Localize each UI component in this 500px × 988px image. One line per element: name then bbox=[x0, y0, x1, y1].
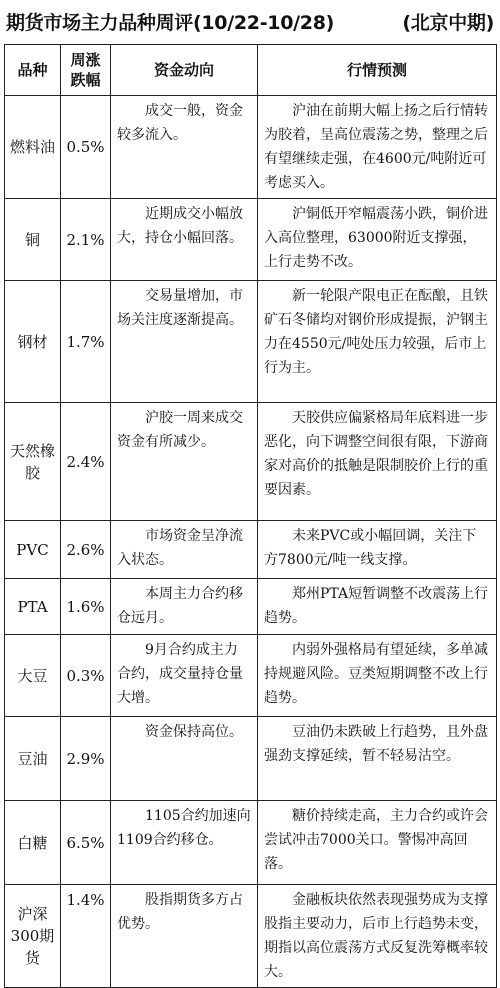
row-funds: 9月合约成主力合约，成交量持仓量大增。 bbox=[111, 635, 258, 717]
header-funds: 资金动向 bbox=[111, 45, 258, 96]
row-name: 天然橡胶 bbox=[5, 403, 61, 521]
row-name: PTA bbox=[5, 579, 61, 635]
table-row bbox=[5, 199, 497, 281]
row-change: 2.1% bbox=[61, 199, 111, 281]
futures-table bbox=[4, 44, 497, 988]
table-row bbox=[5, 717, 497, 801]
table-header-row bbox=[5, 45, 497, 96]
row-funds: 1105合约加速向1109合约移仓。 bbox=[111, 801, 258, 885]
row-forecast: 沪铜低开窄幅震荡小跌，铜价进入高位整理，63000附近支撑强，上行走势不改。 bbox=[258, 199, 497, 281]
row-forecast: 郑州PTA短暂调整不改震荡上行趋势。 bbox=[258, 579, 497, 635]
row-change: 6.5% bbox=[61, 801, 111, 885]
row-name: 大豆 bbox=[5, 635, 61, 717]
header-name: 品种 bbox=[5, 45, 61, 96]
table-row bbox=[5, 281, 497, 403]
row-funds: 成交一般，资金较多流入。 bbox=[111, 96, 258, 199]
row-name: 白糖 bbox=[5, 801, 61, 885]
row-forecast: 新一轮限产限电正在酝酿，且铁矿石冬储均对钢价形成提振，沪钢主力在4550元/吨处压力较强，后市上行为主。 bbox=[258, 281, 497, 403]
row-forecast: 豆油仍未跌破上行趋势，且外盘强劲支撑延续，暂不轻易沽空。 bbox=[258, 717, 497, 801]
row-name: 燃料油 bbox=[5, 96, 61, 199]
table-row bbox=[5, 885, 497, 988]
row-funds: 交易量增加，市场关注度逐渐提高。 bbox=[111, 281, 258, 403]
row-change: 0.3% bbox=[61, 635, 111, 717]
table-row bbox=[5, 579, 497, 635]
table-row bbox=[5, 635, 497, 717]
row-name: 豆油 bbox=[5, 717, 61, 801]
row-forecast: 金融板块依然表现强势成为支撑股指主要动力，后市上行趋势未变，期指以高位震荡方式反复洗筹概率较大。 bbox=[258, 885, 497, 988]
page-title bbox=[6, 6, 496, 40]
row-change: 0.5% bbox=[61, 96, 111, 199]
row-change: 2.4% bbox=[61, 403, 111, 521]
title-text: 期货市场主力品种周评(10/22-10/28) bbox=[6, 12, 334, 34]
table-row bbox=[5, 403, 497, 521]
row-forecast: 天胶供应偏紧格局年底料进一步恶化，向下调整空间很有限，下游商家对高价的抵触是限制胶价上行的重要因素。 bbox=[258, 403, 497, 521]
row-forecast: 糖价持续走高，主力合约或许会尝试冲击7000关口。警惕冲高回落。 bbox=[258, 801, 497, 885]
table-row bbox=[5, 801, 497, 885]
table-row bbox=[5, 96, 497, 199]
row-forecast: 未来PVC或小幅回调，关注下方7800元/吨一线支撑。 bbox=[258, 521, 497, 579]
row-funds: 市场资金呈净流入状态。 bbox=[111, 521, 258, 579]
row-name: 铜 bbox=[5, 199, 61, 281]
row-funds: 股指期货多方占优势。 bbox=[111, 885, 258, 988]
row-change: 1.7% bbox=[61, 281, 111, 403]
row-funds: 资金保持高位。 bbox=[111, 717, 258, 801]
source-label: (北京中期) bbox=[402, 12, 494, 34]
row-name: 钢材 bbox=[5, 281, 61, 403]
row-funds: 沪胶一周来成交资金有所减少。 bbox=[111, 403, 258, 521]
table-row bbox=[5, 521, 497, 579]
row-change: 2.9% bbox=[61, 717, 111, 801]
header-change: 周涨跌幅 bbox=[61, 45, 111, 96]
row-funds: 本周主力合约移仓远月。 bbox=[111, 579, 258, 635]
row-name: PVC bbox=[5, 521, 61, 579]
row-forecast: 沪油在前期大幅上扬之后行情转为胶着，呈高位震荡之势，整理之后有望继续走强，在4600元/吨附近可考虑买入。 bbox=[258, 96, 497, 199]
row-forecast: 内弱外强格局有望延续，多单减持规避风险。豆类短期调整不改上行趋势。 bbox=[258, 635, 497, 717]
row-name: 沪深300期货 bbox=[5, 885, 61, 988]
row-change: 1.6% bbox=[61, 579, 111, 635]
row-funds: 近期成交小幅放大，持仓小幅回落。 bbox=[111, 199, 258, 281]
row-change: 1.4% bbox=[61, 885, 111, 988]
row-change: 2.6% bbox=[61, 521, 111, 579]
header-forecast: 行情预测 bbox=[258, 45, 497, 96]
